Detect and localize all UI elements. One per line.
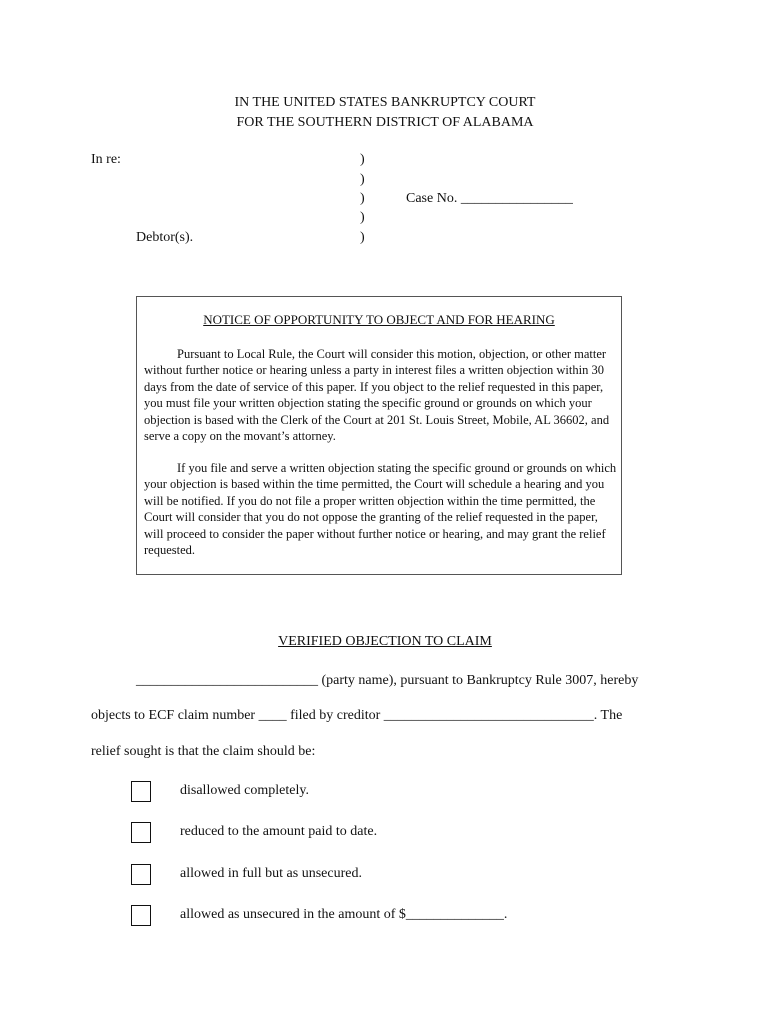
caption-paren: ) — [360, 191, 365, 206]
caption-paren: ) — [360, 152, 365, 167]
reduced-checkbox[interactable] — [131, 822, 151, 843]
party-name-line[interactable]: __________________________ (party name), pursuant to Bankruptcy Rule 3007, hereby — [136, 673, 639, 688]
allowed-unsecured-checkbox[interactable] — [131, 864, 151, 885]
case-number-field[interactable]: Case No. ________________ — [406, 191, 573, 206]
notice-title: NOTICE OF OPPORTUNITY TO OBJECT AND FOR HEARING — [203, 312, 555, 327]
option-label: allowed in full but as unsecured. — [180, 866, 362, 881]
claim-number-line[interactable]: objects to ECF claim number ____ filed by creditor ______________________________. The — [91, 708, 623, 723]
notice-paragraph-2 — [144, 460, 618, 558]
caption-paren: ) — [360, 172, 365, 187]
option-label: disallowed completely. — [180, 783, 309, 798]
disallowed-checkbox[interactable] — [131, 781, 151, 802]
caption-paren: ) — [360, 210, 365, 225]
caption-paren: ) — [360, 230, 365, 245]
notice-paragraph-1-text: Pursuant to Local Rule, the Court will consider this motion, objection, or other matter without further notice or hearing unless a party in interest files a written objection within 30 days from the date of service of this paper. If you object to the relief requested in this paper, you must file your written objection stating the specific ground or grounds on which your objection is based with the Clerk of the Court at 201 St. Louis Street, Mobile, AL 36602, and serve a copy on the movant’s attorney. — [144, 347, 610, 444]
allowed-amount-checkbox[interactable] — [131, 905, 151, 926]
court-name-line1: IN THE UNITED STATES BANKRUPTCY COURT — [234, 95, 536, 110]
notice-box — [136, 296, 622, 575]
court-name-line2: FOR THE SOUTHERN DISTRICT OF ALABAMA — [236, 115, 534, 130]
objection-title: VERIFIED OBJECTION TO CLAIM — [278, 634, 492, 649]
debtor-label: Debtor(s). — [136, 230, 194, 245]
notice-paragraph-2-text: If you file and serve a written objection stating the specific ground or grounds on which your objection is based within the time permitted, the Court will schedule a hearing and you will be notified. If you do not file a proper written objection within the time permitted, the Court will consider that you do not oppose the granting of the relief requested in the paper, will proceed to consider the paper without further notice or hearing, and may grant the relief requested. — [144, 461, 617, 558]
notice-paragraph-1 — [144, 346, 618, 444]
option-label[interactable]: allowed as unsecured in the amount of $______________. — [180, 907, 508, 922]
relief-sought-line: relief sought is that the claim should be: — [91, 744, 316, 759]
option-label: reduced to the amount paid to date. — [180, 824, 378, 839]
in-re-label: In re: — [91, 152, 121, 167]
